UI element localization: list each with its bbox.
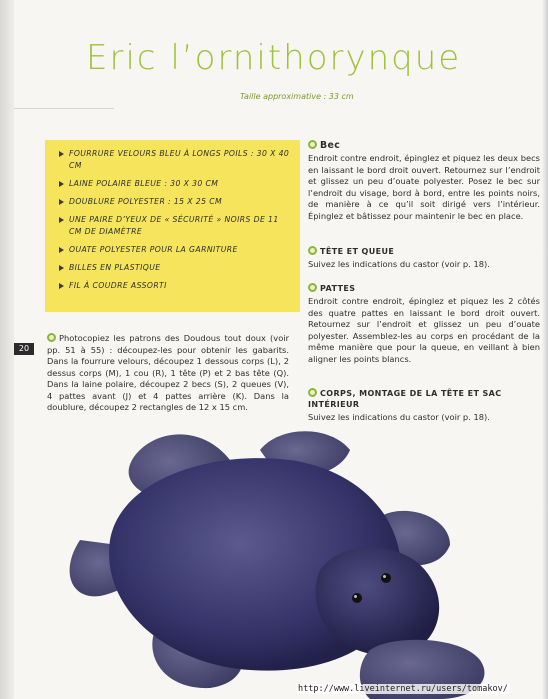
intro-paragraph — [47, 333, 289, 414]
intro-text: Photocopiez les patrons des Doudous tout doux (voir pp. 51 à 55) : découpez-les pour obtenir les gabarits. Dans la fourrure velours, découpez 1 dessous corps (L), 2 dessus corps (M), 1 cou (R), 1 tête (P) et 2 bas tête (Q). Dans la laine polaire, découpez 2 becs (S), 2 queues (V), 4 pattes avant (J) et 4 pattes arrière (K). Dans la doublure, découpez 2 rectangles de 12 x 15 cm. — [47, 333, 289, 412]
circle-bullet-icon — [47, 333, 56, 342]
list-item: UNE PAIRE D’YEUX DE « SÉCURITÉ » NOIRS DE 11 CM DE DIAMÈTRE — [59, 214, 290, 238]
list-item: LAINE POLAIRE BLEUE : 30 X 30 CM — [59, 178, 290, 190]
eye-right — [381, 573, 391, 583]
list-item: OUATE POLYESTER POUR LA GARNITURE — [59, 244, 290, 256]
watermark-url: http://www.liveinternet.ru/users/tomakov/ — [298, 684, 508, 694]
page-title: Eric l’ornithorynque — [86, 38, 462, 78]
list-item: FIL À COUDRE ASSORTI — [59, 280, 290, 292]
circle-bullet-icon — [308, 140, 317, 149]
section-corps — [308, 388, 540, 424]
section-heading: Bec — [308, 140, 540, 151]
page-number: 20 — [14, 343, 34, 355]
section-text: Endroit contre endroit, épinglez et piquez les deux becs en laissant le bord droit ouvert. Retournez sur l’endroit et glissez un peu d’ouate polyester. Posez le bec sur l’endroit du visage, bord à bord, entre les points noirs, de manière à ce qu’il soit dirigé vers l’intérieur. Épinglez et bâtissez pour maintenir le bec en place. — [308, 153, 540, 221]
materials-list — [45, 140, 300, 292]
section-text: Suivez les indications du castor (voir p. 18). — [308, 412, 490, 422]
section-bec — [308, 140, 540, 222]
section-heading: TÊTE ET QUEUE — [308, 246, 540, 257]
section-text: Endroit contre endroit, épinglez et piquez les 2 côtés des quatre pattes en laissant le bord droit ouvert. Retournez sur l’endroit et glissez un peu d’ouate polyester. Assemblez-les au corps en procédant de la même manière que pour la queue, en veillant à bien aligner les points blancs. — [308, 296, 540, 364]
list-item: FOURRURE VELOURS BLEU À LONGS POILS : 30 X 40 CM — [59, 148, 290, 172]
section-heading: CORPS, MONTAGE DE LA TÊTE ET SAC INTÉRIEUR — [308, 389, 502, 409]
circle-bullet-icon — [308, 246, 317, 255]
eye-left — [352, 593, 362, 603]
list-item: BILLES EN PLASTIQUE — [59, 262, 290, 274]
list-item: DOUBLURE POLYESTER : 15 X 25 CM — [59, 196, 290, 208]
section-text: Suivez les indications du castor (voir p. 18). — [308, 259, 490, 269]
materials-box — [45, 140, 300, 312]
section-heading: PATTES — [308, 283, 540, 294]
section-pattes — [308, 283, 540, 365]
circle-bullet-icon — [308, 388, 317, 397]
section-tete-queue — [308, 246, 540, 271]
divider — [14, 108, 114, 109]
size-subtitle: Taille approximative : 33 cm — [240, 92, 354, 101]
circle-bullet-icon — [308, 283, 317, 292]
book-gutter — [0, 0, 14, 699]
platypus-toy-photo — [40, 420, 545, 699]
